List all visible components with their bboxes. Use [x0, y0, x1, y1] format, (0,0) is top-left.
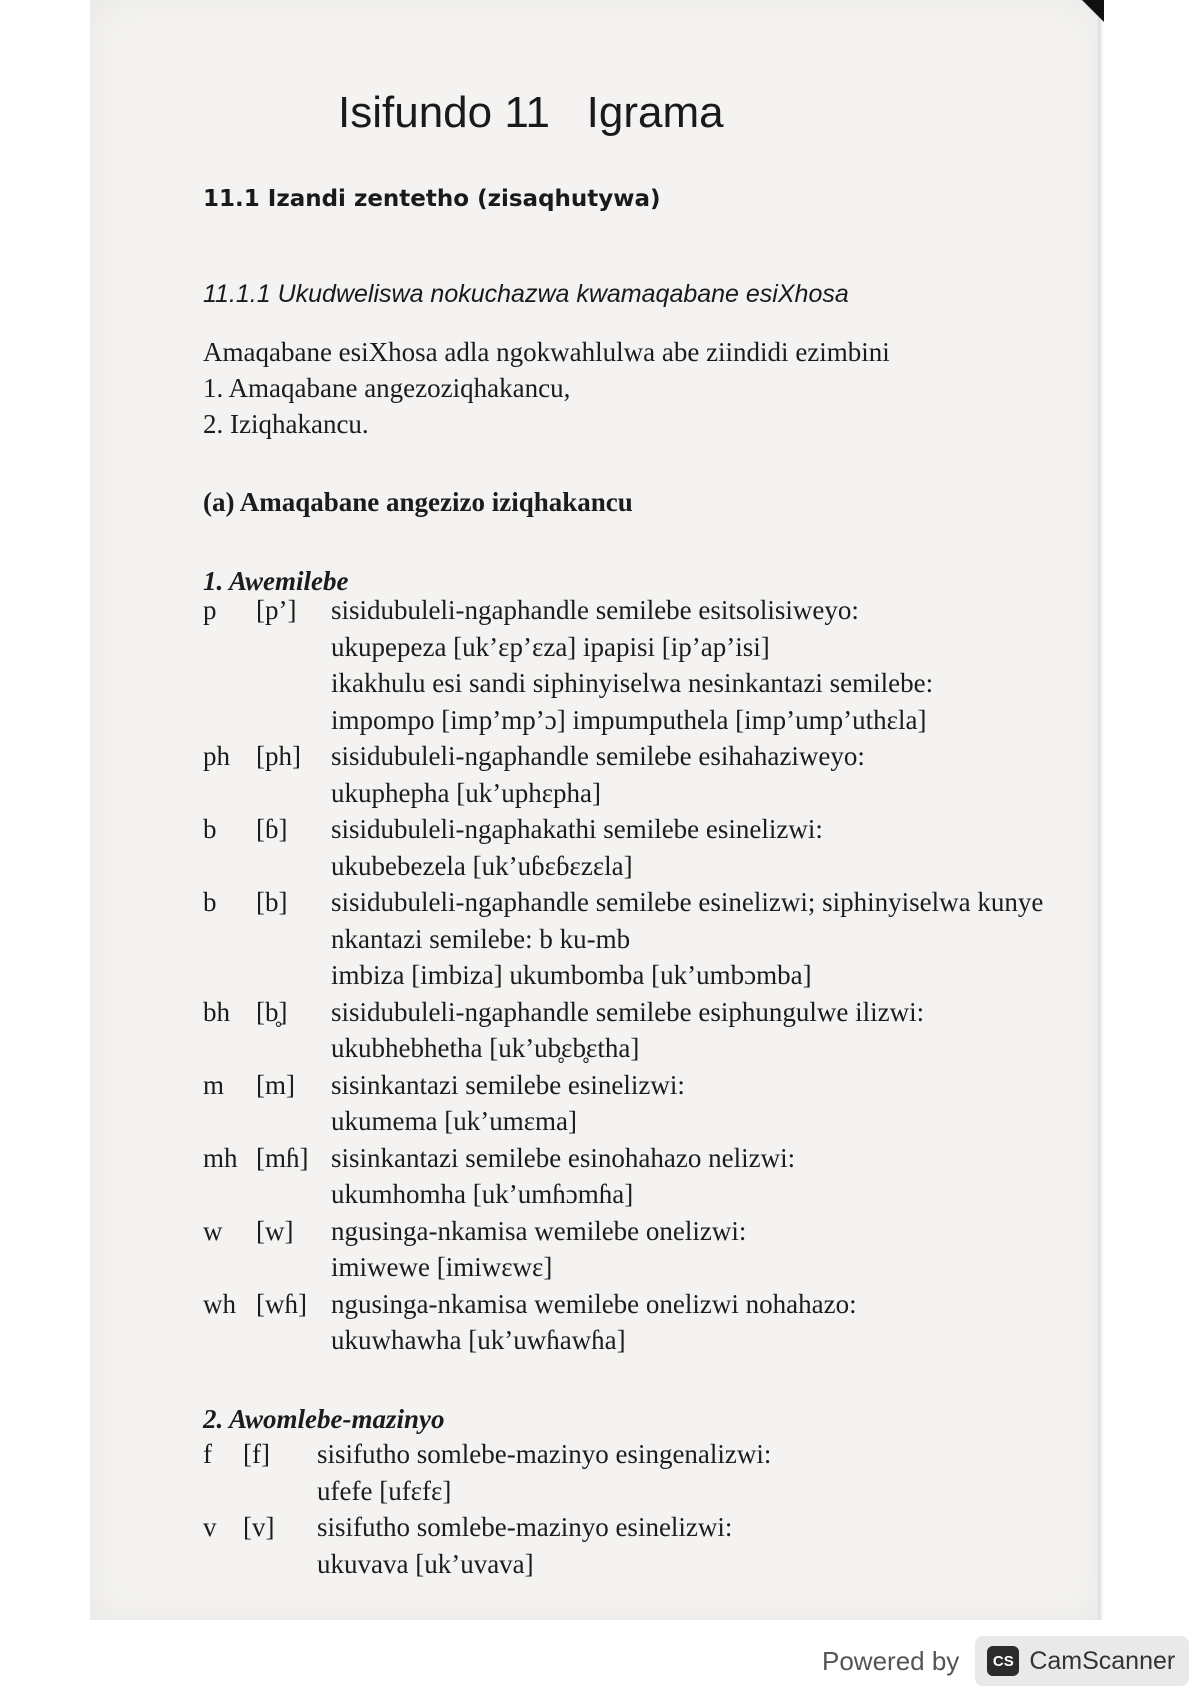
description-line: imbiza [imbiza] ukumbomba [uk’umbɔmba] [331, 960, 812, 990]
ipa-symbol: [ph] [256, 741, 301, 771]
consonant-entry [203, 884, 1103, 994]
consonant-letter: b [203, 887, 217, 917]
consonant-letter: ph [203, 741, 230, 771]
ipa-symbol: [w] [256, 1215, 294, 1246]
description-line: ukumhomha [uk’umɦɔmɦa] [331, 1179, 634, 1209]
ipa-symbol: [b] [256, 887, 288, 917]
description-line: imiwewe [imiwɛwɛ] [331, 1252, 553, 1282]
ipa-symbol: [f] [243, 1439, 270, 1469]
ipa-symbol: [p’] [256, 595, 297, 625]
consonant-entry [203, 738, 1103, 811]
consonant-entry [203, 1140, 1103, 1213]
description-line: sisidubuleli-ngaphandle semilebe esiphungulwe ilizwi: [331, 996, 925, 1027]
consonant-entry [203, 1509, 1103, 1582]
camscanner-watermark [822, 1634, 1189, 1688]
consonant-entry [203, 1213, 1103, 1286]
description-line: ufefe [ufɛfɛ] [317, 1475, 452, 1506]
consonant-entry [203, 1067, 1103, 1140]
consonant-letter: mh [203, 1142, 238, 1173]
description-line: sisifutho somlebe-mazinyo esingenalizwi: [317, 1439, 772, 1469]
camscanner-logo-icon: CS [987, 1646, 1019, 1676]
camscanner-brand: CamScanner [1029, 1646, 1176, 1675]
ipa-symbol: [v] [243, 1512, 275, 1542]
description-line: sisinkantazi semilebe esinohahazo nelizwi: [331, 1142, 796, 1173]
description-line: ukuvava [uk’uvava] [317, 1548, 534, 1579]
consonant-letter: v [203, 1512, 217, 1542]
description-line: sisifutho somlebe-mazinyo esinelizwi: [317, 1512, 733, 1542]
description-line: ukumema [uk’umɛma] [331, 1106, 578, 1136]
consonant-description [331, 738, 1103, 811]
intro-line: Amaqabane esiXhosa adla ngokwahlulwa abe ziindidi ezimbini [203, 337, 890, 367]
consonant-description [331, 1213, 1103, 1286]
consonant-letter: w [203, 1215, 223, 1246]
consonant-description [331, 994, 1103, 1067]
intro-paragraph [203, 334, 890, 442]
description-line: sisinkantazi semilebe esinelizwi: [331, 1069, 685, 1100]
group2-entries [203, 1436, 1103, 1582]
intro-line: 2. Iziqhakancu. [203, 409, 369, 439]
group1-heading: 1. Awemilebe [203, 566, 349, 596]
description-line: ngusinga-nkamisa wemilebe onelizwi: [331, 1215, 747, 1246]
intro-line: 1. Amaqabane angezoziqhakancu, [203, 373, 571, 403]
consonant-entry [203, 1286, 1103, 1359]
consonant-description [331, 1286, 1103, 1359]
description-line: nkantazi semilebe: b ku-mb [331, 923, 631, 954]
consonant-description [331, 592, 1103, 738]
consonant-entry [203, 811, 1103, 884]
description-line: ikakhulu esi sandi siphinyiselwa nesinkantazi semilebe: [331, 668, 934, 698]
consonant-entry [203, 592, 1103, 738]
section-a-heading: (a) Amaqabane angezizo iziqhakancu [203, 487, 633, 517]
consonant-description [331, 1140, 1103, 1213]
consonant-description [317, 1436, 1103, 1509]
consonant-letter: bh [203, 996, 230, 1027]
ipa-symbol: [wɦ] [256, 1288, 307, 1319]
group1-entries [203, 592, 1103, 1359]
lesson-title: Isifundo 11 Igrama [338, 88, 724, 137]
description-line: sisidubuleli-ngaphandle semilebe esitsolisiweyo: [331, 595, 859, 625]
description-line: sisidubuleli-ngaphandle semilebe esihahaziweyo: [331, 741, 865, 771]
consonant-description [331, 884, 1103, 994]
consonant-letter: f [203, 1439, 212, 1469]
camscanner-badge [975, 1636, 1189, 1686]
description-line: ukuphepha [uk’uphɛpha] [331, 777, 602, 808]
ipa-symbol: [b̥] [256, 996, 288, 1027]
ipa-symbol: [ɓ] [256, 814, 288, 844]
description-line: ukubebezela [uk’uɓɛɓɛzɛla] [331, 850, 633, 881]
description-line: ukubhebhetha [uk’ub̥ɛb̥ɛtha] [331, 1033, 640, 1063]
consonant-letter: b [203, 814, 217, 844]
description-line: impompo [imp’mp’ɔ] impumputhela [imp’ump’uthɛla] [331, 704, 927, 735]
consonant-description [317, 1509, 1103, 1582]
consonant-description [331, 1067, 1103, 1140]
consonant-letter: wh [203, 1288, 236, 1319]
description-line: ukupepeza [uk’ɛp’ɛza] ipapisi [ip’ap’isi] [331, 631, 770, 662]
description-line: ukuwhawha [uk’uwɦawɦa] [331, 1325, 626, 1355]
ipa-symbol: [m] [256, 1069, 295, 1100]
consonant-letter: m [203, 1069, 225, 1100]
consonant-entry [203, 1436, 1103, 1509]
consonant-entry [203, 994, 1103, 1067]
description-line: sisidubuleli-ngaphandle semilebe esinelizwi; siphinyiselwa kunye [331, 887, 1044, 917]
consonant-letter: p [203, 595, 217, 625]
description-line: ngusinga-nkamisa wemilebe onelizwi nohahazo: [331, 1288, 857, 1319]
consonant-description [331, 811, 1103, 884]
section-heading: 11.1 Izandi zentetho (zisaqhutywa) [203, 186, 661, 212]
ipa-symbol: [mɦ] [256, 1142, 309, 1173]
powered-by-label: Powered by [822, 1645, 960, 1676]
group2-heading: 2. Awomlebe-mazinyo [203, 1404, 445, 1434]
description-line: sisidubuleli-ngaphakathi semilebe esinelizwi: [331, 814, 823, 844]
subsection-heading: 11.1.1 Ukudweliswa nokuchazwa kwamaqabane esiXhosa [203, 280, 849, 308]
